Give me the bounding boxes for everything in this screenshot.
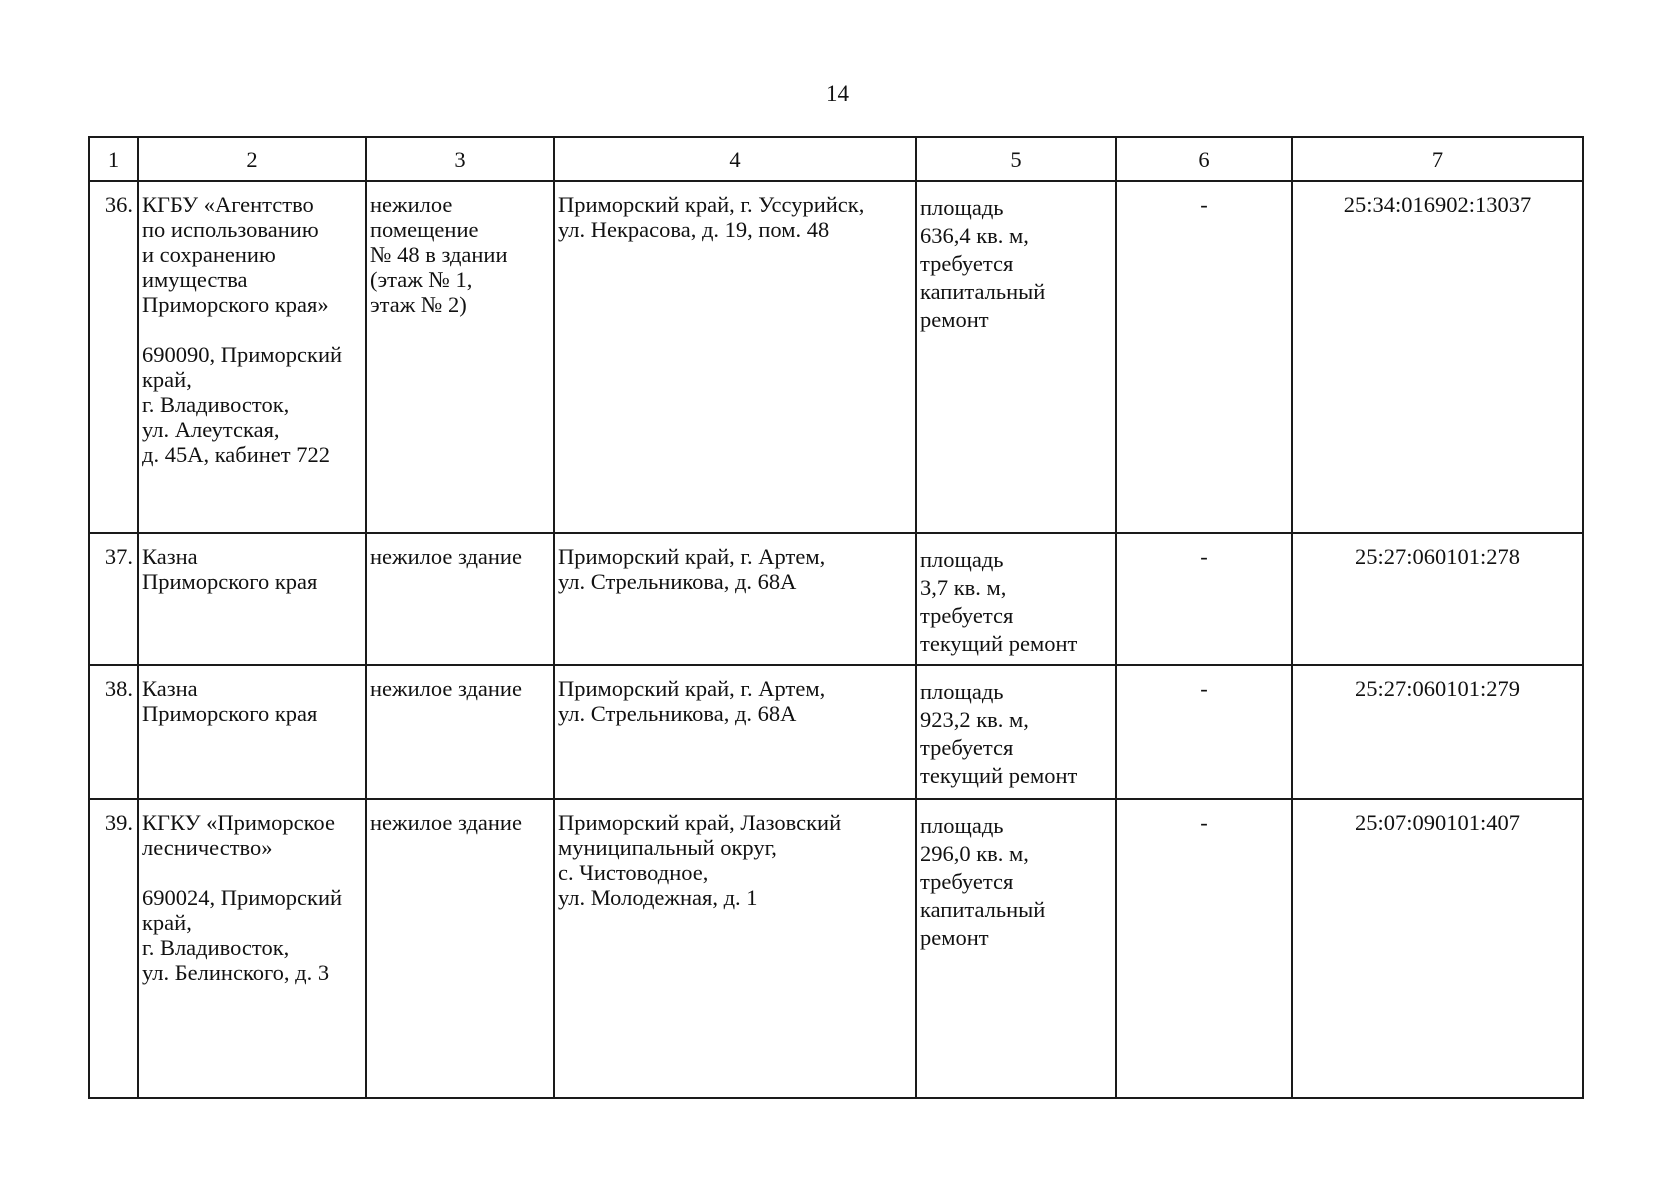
row-number: 36. <box>89 181 138 533</box>
location-cell <box>554 181 916 533</box>
location-cell <box>554 533 916 665</box>
object-type-cell <box>366 665 554 799</box>
area-cell <box>916 799 1116 1098</box>
table-row <box>89 665 1583 799</box>
column-header-6: 6 <box>1116 137 1292 181</box>
table-row <box>89 181 1583 533</box>
holder-cell <box>138 665 366 799</box>
cadastral-number: 25:34:016902:13037 <box>1292 181 1583 533</box>
holder-cell <box>138 533 366 665</box>
area-description: площадь 923,2 кв. м, требуется текущий ремонт <box>920 679 1078 788</box>
area-cell <box>916 665 1116 799</box>
holder-cell <box>138 181 366 533</box>
column-header-4: 4 <box>554 137 916 181</box>
location: Приморский край, г. Артем, ул. Стрельникова, д. 68А <box>558 676 826 726</box>
row-number: 37. <box>89 533 138 665</box>
cadastral-number: 25:27:060101:279 <box>1292 665 1583 799</box>
table-row <box>89 533 1583 665</box>
table-row <box>89 799 1583 1098</box>
row-number: 39. <box>89 799 138 1098</box>
area-cell <box>916 181 1116 533</box>
holder-name: КГБУ «Агентство по использованию и сохранению имущества Приморского края» <box>142 192 329 317</box>
column-header-7: 7 <box>1292 137 1583 181</box>
holder-name: Казна Приморского края <box>142 676 318 726</box>
object-type: нежилое здание <box>370 810 522 835</box>
column-header-5: 5 <box>916 137 1116 181</box>
holder-name: Казна Приморского края <box>142 544 318 594</box>
area-description: площадь 296,0 кв. м, требуется капитальный ремонт <box>920 813 1046 950</box>
cadastral-number: 25:07:090101:407 <box>1292 799 1583 1098</box>
table-header-row <box>89 137 1583 181</box>
location: Приморский край, Лазовский муниципальный округ, с. Чистоводное, ул. Молодежная, д. 1 <box>558 810 842 910</box>
page-number: 14 <box>826 81 849 106</box>
holder-address: 690024, Приморский край, г. Владивосток, ул. Белинского, д. 3 <box>142 885 343 985</box>
column-header-1: 1 <box>89 137 138 181</box>
object-type-cell <box>366 181 554 533</box>
object-type: нежилое здание <box>370 544 522 569</box>
object-type: нежилое здание <box>370 676 522 701</box>
area-cell <box>916 533 1116 665</box>
holder-address: 690090, Приморский край, г. Владивосток, ул. Алеутская, д. 45А, кабинет 722 <box>142 342 343 467</box>
area-description: площадь 3,7 кв. м, требуется текущий ремонт <box>920 547 1078 656</box>
column-6-cell: - <box>1116 665 1292 799</box>
property-table <box>88 136 1584 1099</box>
column-header-2: 2 <box>138 137 366 181</box>
column-6-cell: - <box>1116 799 1292 1098</box>
holder-name: КГКУ «Приморское лесничество» <box>142 810 335 860</box>
column-6-cell: - <box>1116 533 1292 665</box>
column-6-cell: - <box>1116 181 1292 533</box>
location: Приморский край, г. Артем, ул. Стрельникова, д. 68А <box>558 544 826 594</box>
object-type-cell <box>366 533 554 665</box>
cadastral-number: 25:27:060101:278 <box>1292 533 1583 665</box>
area-description: площадь 636,4 кв. м, требуется капитальный ремонт <box>920 195 1046 332</box>
object-type: нежилое помещение № 48 в здании (этаж № 1, этаж № 2) <box>370 192 508 317</box>
row-number: 38. <box>89 665 138 799</box>
location-cell <box>554 665 916 799</box>
holder-cell <box>138 799 366 1098</box>
location: Приморский край, г. Уссурийск, ул. Некрасова, д. 19, пом. 48 <box>558 192 865 242</box>
location-cell <box>554 799 916 1098</box>
object-type-cell <box>366 799 554 1098</box>
column-header-3: 3 <box>366 137 554 181</box>
